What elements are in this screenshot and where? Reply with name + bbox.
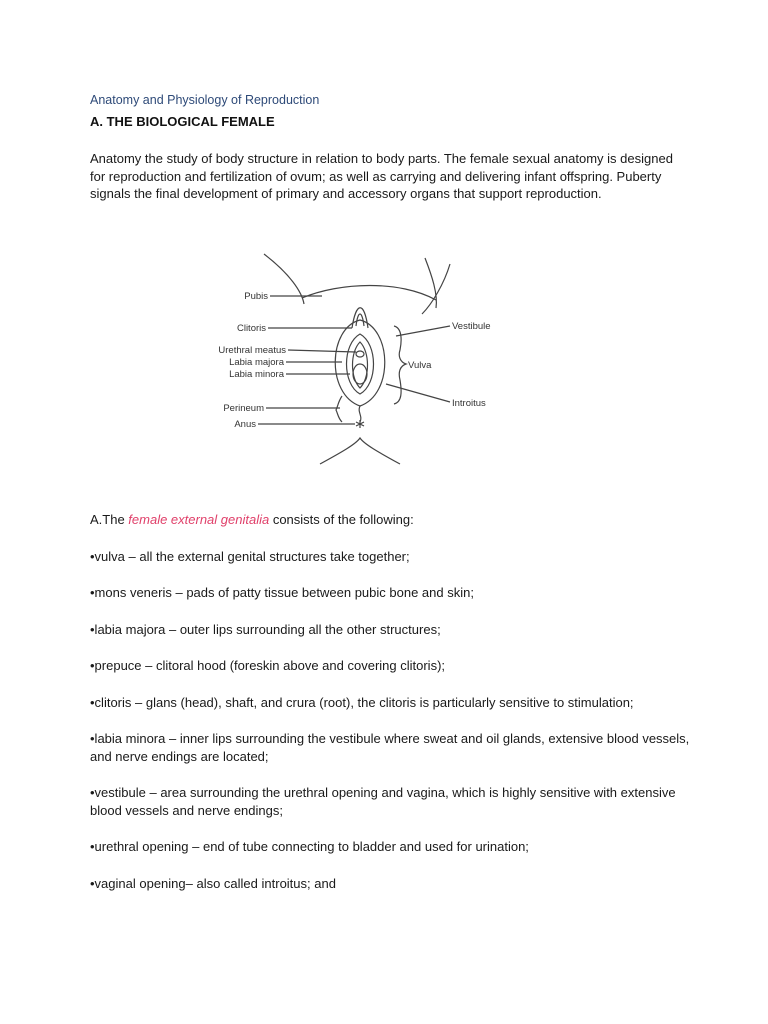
list-item: •clitoris – glans (head), shaft, and crura (root), the clitoris is particularly sensitive to stimulation; (90, 695, 634, 710)
anus-mark (356, 420, 364, 428)
list-item: •vaginal opening– also called introitus; and (90, 876, 336, 891)
buttocks-curve (320, 438, 400, 464)
list-item: •vulva – all the external genital structures take together; (90, 549, 410, 564)
lead-prefix: A.The (90, 512, 129, 527)
list-item: •labia majora – outer lips surrounding all the other structures; (90, 622, 441, 637)
label-labia-majora: Labia majora (229, 357, 284, 368)
introitus-shape (353, 364, 367, 384)
section-heading: A. THE BIOLOGICAL FEMALE (90, 114, 275, 129)
anatomy-diagram-svg (210, 244, 510, 472)
label-urethral-meatus: Urethral meatus (218, 345, 286, 356)
clitoral-hood (352, 308, 368, 328)
label-vestibule: Vestibule (452, 321, 491, 332)
anatomy-diagram (210, 244, 510, 472)
lead-suffix: consists of the following: (269, 512, 414, 527)
document-subtitle: Anatomy and Physiology of Reproduction (90, 93, 320, 107)
label-vulva: Vulva (408, 360, 432, 371)
list-item: •labia minora – inner lips surrounding the vestibule where sweat and oil glands, extensive blood vessels, and nerve endings are located; (90, 731, 690, 764)
perineum-line (359, 406, 361, 422)
label-introitus: Introitus (452, 398, 486, 409)
lead-highlight-link: female external genitalia (128, 512, 270, 527)
pubis-curve (302, 286, 436, 301)
intro-paragraph: Anatomy the study of body structure in relation to body parts. The female sexual anatomy is designed for reproduction and fertilization of ovum; as well as carrying and delivering infant offspring. Puberty signals the final development of primary and accessory organs that support reproduction. (90, 151, 673, 201)
label-labia-minora: Labia minora (229, 369, 284, 380)
vulva-brace (394, 326, 406, 404)
label-pubis: Pubis (244, 291, 268, 302)
label-clitoris: Clitoris (236, 323, 266, 334)
list-item: •prepuce – clitoral hood (foreskin above and covering clitoris); (90, 658, 446, 673)
right-thigh-outline (425, 258, 436, 308)
list-item: •mons veneris – pads of patty tissue between pubic bone and skin; (90, 585, 474, 600)
label-anus: Anus (234, 419, 256, 430)
perineum-brace (336, 396, 342, 422)
labia-majora-outline (335, 320, 385, 406)
label-perineum: Perineum (223, 403, 264, 414)
genitalia-lead-sentence (90, 511, 690, 529)
list-item: •vestibule – area surrounding the urethral opening and vagina, which is highly sensitive with extensive blood vessels and nerve endings; (90, 785, 676, 818)
urethral-meatus-shape (356, 351, 364, 357)
list-item: •urethral opening – end of tube connecting to bladder and used for urination; (90, 839, 529, 854)
